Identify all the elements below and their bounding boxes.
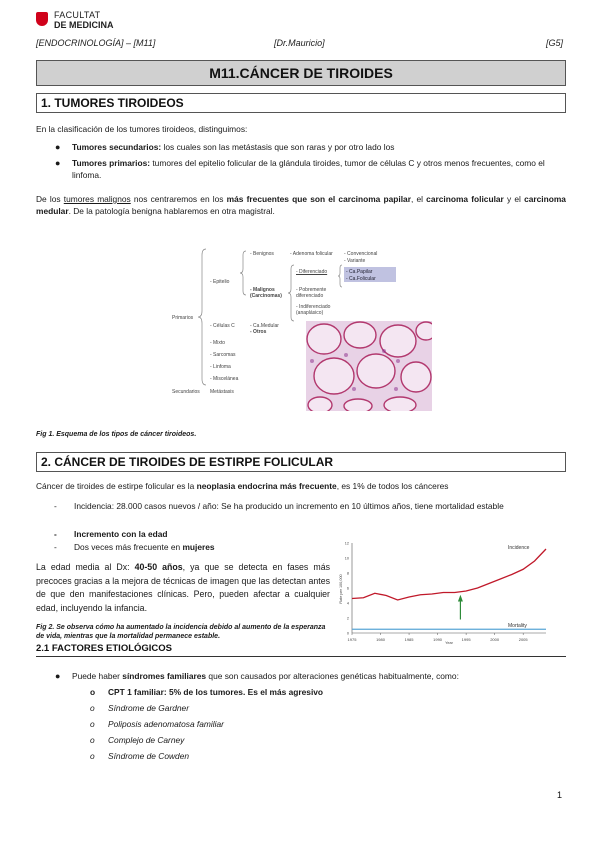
diag-epitelio: - Epitelio bbox=[210, 279, 230, 285]
chart-y-tick-label: 8 bbox=[346, 571, 349, 576]
bullet-icon: ● bbox=[55, 158, 61, 168]
dash-icon: - bbox=[54, 501, 57, 511]
item-age bbox=[54, 528, 374, 540]
sub3-text: Poliposis adenomatosa familiar bbox=[108, 719, 224, 729]
bullet1-text: los cuales son las metástasis que son raras y por otro lado los bbox=[161, 142, 395, 152]
circle-bullet-icon: o bbox=[90, 703, 95, 713]
section2-heading: 2. CÁNCER DE TIROIDES DE ESTIRPE FOLICULAR bbox=[36, 452, 566, 472]
diag-benignos: - Benignos bbox=[250, 251, 274, 257]
chart-legend-incidence: Incidence bbox=[508, 545, 530, 551]
item-women bbox=[54, 541, 334, 553]
sub4-text: Complejo de Carney bbox=[108, 735, 185, 745]
para-bold: carcinoma folicular bbox=[426, 194, 504, 204]
diag-metastasis: Metástasis bbox=[210, 389, 234, 395]
chart-x-label: Year bbox=[445, 641, 453, 645]
header-group: [G5] bbox=[546, 38, 564, 48]
incidence-chart-svg bbox=[338, 537, 554, 645]
diag-primarios: Primarios bbox=[172, 315, 194, 321]
incidence-chart bbox=[338, 537, 554, 645]
circle-bullet-icon: o bbox=[90, 719, 95, 729]
chart-x-tick-label: 2000 bbox=[490, 637, 500, 642]
item3-text: Dos veces más frecuente en bbox=[74, 542, 183, 552]
diag-ca-folicular: - Ca.Folicular bbox=[346, 276, 376, 282]
age-bold: 40-50 años bbox=[134, 562, 183, 572]
item1-text: Incidencia: 28.000 casos nuevos / año: Se ha producido un incremento en 10 últimos años, tiene mortalidad estable bbox=[74, 501, 504, 511]
chart-arrow-icon bbox=[458, 595, 463, 602]
diag-sarcomas: - Sarcomas bbox=[210, 352, 236, 358]
header-professor: [Dr.Mauricio] bbox=[274, 38, 325, 48]
circle-bullet-icon: o bbox=[90, 751, 95, 761]
chart-legend-mortality: Mortality bbox=[508, 623, 527, 629]
para-part: y el bbox=[503, 194, 525, 204]
section1-heading: 1. TUMORES TIROIDEOS bbox=[36, 93, 566, 113]
section2-intro bbox=[36, 480, 566, 492]
page-number: 1 bbox=[557, 790, 563, 800]
para-part: De los bbox=[36, 194, 64, 204]
chart-y-label: Rate per 100,000 bbox=[339, 574, 343, 604]
dash-icon: - bbox=[54, 542, 57, 552]
chart-y-tick-label: 4 bbox=[346, 601, 349, 606]
chart-y-tick-label: 12 bbox=[344, 541, 349, 546]
para-part: , el bbox=[410, 194, 427, 204]
familial-part: Puede haber bbox=[72, 671, 123, 681]
section1-paragraph bbox=[36, 193, 566, 217]
sub5-text: Síndrome de Cowden bbox=[108, 751, 190, 761]
para-part: . De la patología benigna hablaremos en otra magistral. bbox=[68, 206, 275, 216]
age-part: , ya que se detecta en fases más precoces gracias a la mejora de técnicas de imagen que las detectan antes de que den manifestaciones clínicas. Pero, pueden afectar a cualquier edad, incluyendo la infancia. bbox=[36, 562, 330, 613]
diag-pobremente: - Pobremente bbox=[296, 287, 327, 293]
diag-malignos: - Malignos bbox=[250, 287, 275, 293]
intro-part: Cáncer de tiroides de estirpe folicular es la bbox=[36, 481, 197, 491]
chart-x-tick-label: 1975 bbox=[347, 637, 357, 642]
chart-x-tick-label: 2005 bbox=[518, 637, 528, 642]
circle-bullet-icon: o bbox=[90, 687, 96, 697]
bullet1-bold: Tumores secundarios: bbox=[72, 142, 162, 152]
para-underline: tumores malignos bbox=[63, 194, 131, 204]
logo-text-line2: DE MEDICINA bbox=[54, 20, 114, 30]
sub-cowden bbox=[90, 750, 558, 762]
diag-indiferenciado: - Indiferenciado bbox=[296, 304, 331, 310]
diag-secundarios: Secundarios bbox=[172, 389, 200, 395]
intro-part: , es 1% de todos los cánceres bbox=[336, 481, 449, 491]
familial-bold: síndromes familiares bbox=[122, 671, 207, 681]
para-part: nos centraremos en los bbox=[130, 194, 227, 204]
bullet2-text: tumores del epitelio folicular de la glándula tiroides, tumor de células C y otros menos frecuentes, como el linfoma. bbox=[72, 158, 545, 180]
intro-bold: neoplasia endocrina más frecuente bbox=[196, 481, 337, 491]
diag-carcinomas: (Carcinomas) bbox=[250, 293, 282, 299]
section21-heading: 2.1 FACTORES ETIOLÓGICOS bbox=[36, 643, 566, 657]
diag-diferenciado: - Diferenciado bbox=[296, 269, 328, 275]
university-logo-icon bbox=[36, 12, 48, 26]
diag-convencional: - Convencional bbox=[344, 251, 378, 257]
chart-x-tick-label: 1990 bbox=[433, 637, 443, 642]
diag-variante: - Variante bbox=[344, 258, 366, 264]
para-bold: más frecuentes que son el carcinoma papilar bbox=[226, 194, 411, 204]
sub-gardner bbox=[90, 702, 558, 714]
histology-follicles bbox=[306, 321, 432, 411]
sub2-text: Síndrome de Gardner bbox=[108, 703, 190, 713]
chart-y-tick-label: 0 bbox=[346, 631, 349, 636]
fig1-caption: Fig 1. Esquema de los tipos de cáncer tiroideos. bbox=[36, 431, 197, 438]
page-title: M11.CÁNCER DE TIROIDES bbox=[36, 60, 566, 86]
age-part: La edad media al Dx: bbox=[36, 562, 135, 572]
dash-icon: - bbox=[54, 529, 57, 539]
sub-carney bbox=[90, 734, 558, 746]
diag-anaplasico: (anaplásico) bbox=[296, 310, 324, 316]
chart-y-tick-label: 10 bbox=[344, 556, 349, 561]
diag-diferenciado2: diferenciado bbox=[296, 293, 324, 299]
sub1-text: CPT 1 familiar: 5% de los tumores. Es el más agresivo bbox=[108, 687, 324, 697]
item3-bold: mujeres bbox=[182, 542, 215, 552]
sub-cpt1 bbox=[90, 686, 558, 698]
histology-image bbox=[306, 321, 432, 411]
header-subject: [ENDOCRINOLOGÍA] – [M11] bbox=[36, 38, 156, 48]
sub-poliposis bbox=[90, 718, 558, 730]
diag-ca-papilar: - Ca.Papilar bbox=[346, 269, 373, 275]
bullet-icon: ● bbox=[55, 671, 61, 681]
section1-intro: En la clasificación de los tumores tiroideos, distinguimos: bbox=[36, 124, 248, 134]
bullet-icon: ● bbox=[55, 142, 61, 152]
chart-x-tick-label: 1980 bbox=[376, 637, 385, 642]
fig2-caption: Fig 2. Se observa cómo ha aumentado la incidencia debido al aumento de la esperanza de vida, mientras que la mortalidad permanece estable. bbox=[36, 624, 326, 640]
bullet-primary bbox=[55, 157, 566, 181]
logo-text-line1: FACULTAT bbox=[54, 10, 101, 20]
bullet-secondary bbox=[55, 141, 566, 153]
item-incidence bbox=[54, 500, 564, 512]
age-paragraph bbox=[36, 561, 330, 615]
diag-otros: - Otros bbox=[250, 329, 267, 335]
item2-text: Incremento con la edad bbox=[74, 529, 168, 539]
diag-adenoma: - Adenoma folicular bbox=[290, 251, 333, 257]
familial-bullet bbox=[55, 670, 566, 682]
chart-y-tick-label: 6 bbox=[346, 586, 349, 591]
chart-line-incidence bbox=[352, 549, 546, 600]
diag-celulas-c: - Células C bbox=[210, 323, 235, 329]
para-bold: carcinoma medular bbox=[36, 194, 566, 216]
diag-ca-medular: - Ca.Medular bbox=[250, 323, 279, 329]
circle-bullet-icon: o bbox=[90, 735, 95, 745]
diag-miscelanea: - Miscelánea bbox=[210, 376, 239, 382]
bullet2-bold: Tumores primarios: bbox=[72, 158, 151, 168]
chart-y-tick-label: 2 bbox=[346, 616, 349, 621]
chart-x-tick-label: 1985 bbox=[404, 637, 414, 642]
diag-mixtos: - Mixto bbox=[210, 340, 225, 346]
diag-linfoma: - Linfoma bbox=[210, 364, 231, 370]
chart-x-tick-label: 1995 bbox=[461, 637, 471, 642]
familial-part: que son causados por alteraciones genéticas habitualmente, como: bbox=[206, 671, 459, 681]
